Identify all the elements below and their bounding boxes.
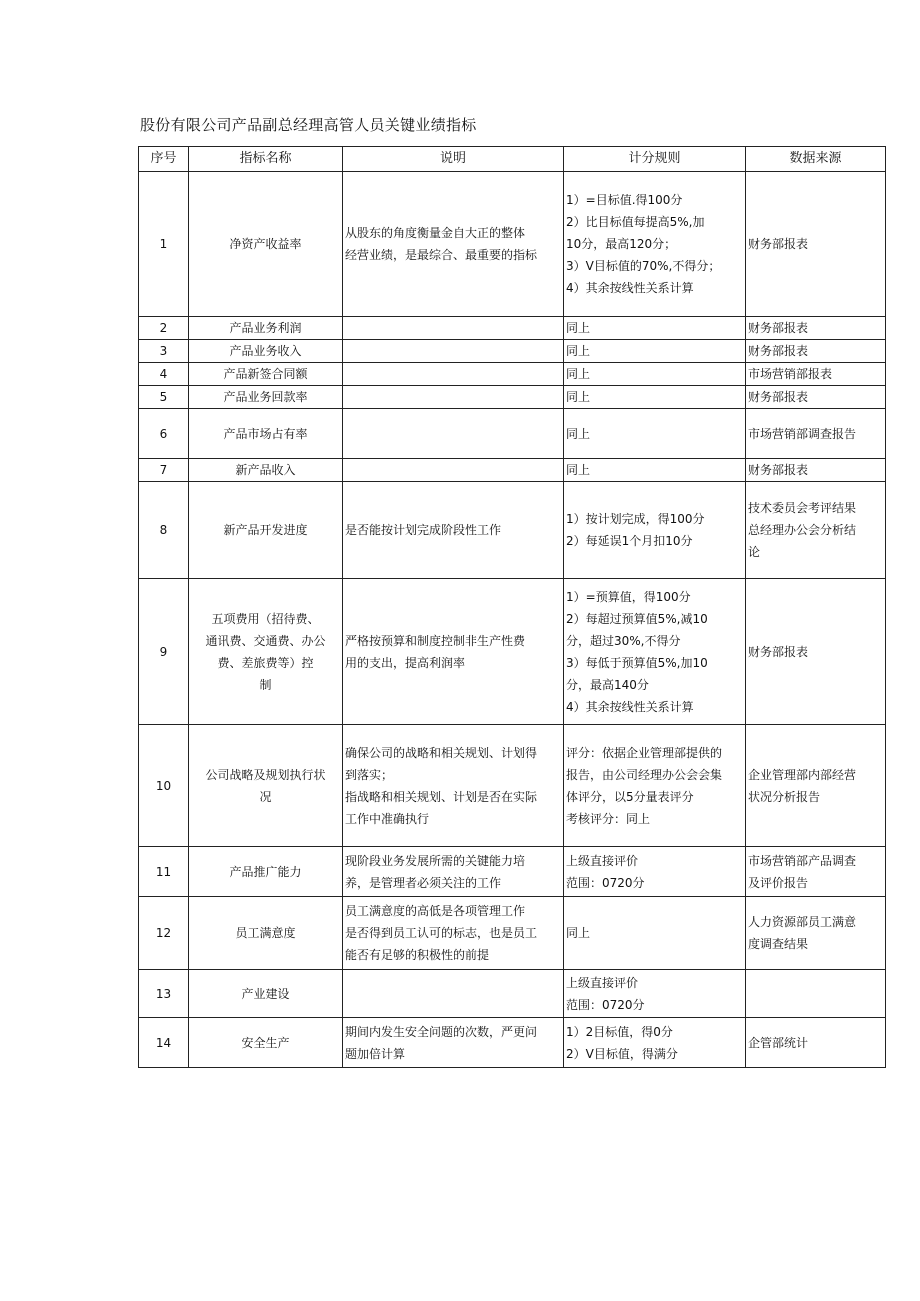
cell-rule-line: 4）其余按线性关系计算	[566, 281, 694, 295]
table-header-row	[139, 147, 886, 172]
cell-desc	[343, 317, 564, 340]
cell-source	[746, 970, 886, 1018]
cell-desc	[343, 897, 564, 970]
cell-rule-line: 2）每延误1个月扣10分	[566, 534, 693, 548]
table-row	[139, 340, 886, 363]
cell-desc-line: 养，是管理者必须关注的工作	[345, 875, 502, 890]
document-title: 股份有限公司产品副总经理高管人员关键业绩指标	[140, 116, 477, 134]
header-name: 指标名称	[189, 147, 343, 172]
header-no: 序号	[139, 147, 189, 172]
cell-name-line: 新产品开发进度	[223, 523, 308, 537]
cell-name	[189, 1018, 343, 1068]
cell-source-line: 状况分析报告	[748, 789, 821, 804]
cell-name-line: 五项费用（招待费、	[211, 611, 320, 626]
cell-no: 14	[139, 1018, 189, 1068]
cell-rule	[564, 172, 746, 317]
cell-source	[746, 317, 886, 340]
table-row	[139, 579, 886, 725]
cell-desc-line: 从股东的角度衡量金自大正的整体	[345, 226, 526, 240]
cell-desc	[343, 340, 564, 363]
cell-rule-line: 3）每低于预算值5%,加10	[566, 655, 708, 670]
cell-name-line: 产品市场占有率	[223, 426, 308, 441]
cell-no: 2	[139, 317, 189, 340]
cell-source-line: 市场营销部调查报告	[748, 426, 857, 441]
cell-source-line: 财务部报表	[748, 463, 809, 477]
cell-desc	[343, 847, 564, 897]
cell-rule-line: 上级直接评价	[566, 853, 639, 868]
cell-name	[189, 317, 343, 340]
table-row	[139, 1018, 886, 1068]
cell-rule	[564, 482, 746, 579]
cell-rule-line: 分，最高140分	[566, 677, 649, 692]
cell-source-line: 及评价报告	[748, 875, 809, 890]
cell-source-line: 财务部报表	[748, 344, 809, 358]
cell-desc	[343, 725, 564, 847]
cell-rule	[564, 970, 746, 1018]
cell-source-line: 财务部报表	[748, 644, 809, 659]
table-row	[139, 482, 886, 579]
cell-desc	[343, 579, 564, 725]
cell-rule-line: 分，超过30%,不得分	[566, 633, 681, 648]
cell-rule-line: 4）其余按线性关系计算	[566, 699, 694, 714]
cell-no: 11	[139, 847, 189, 897]
cell-source	[746, 386, 886, 409]
cell-rule-line: 同上	[566, 367, 591, 381]
table-row	[139, 847, 886, 897]
cell-desc-line: 能否有足够的积极性的前提	[345, 948, 490, 962]
table-row	[139, 317, 886, 340]
cell-name-line: 产业建设	[241, 986, 290, 1001]
cell-name-line: 新产品收入	[235, 463, 296, 477]
cell-desc-line: 严格按预算和制度控制非生产性费	[345, 633, 526, 648]
cell-rule-line: 1）=预算值，得100分	[566, 589, 691, 604]
table-row	[139, 363, 886, 386]
cell-name-line: 产品推广能力	[229, 864, 302, 879]
cell-source	[746, 363, 886, 386]
cell-desc-line: 用的支出，提高利润率	[345, 655, 466, 670]
cell-rule-line: 同上	[566, 344, 591, 358]
cell-name-line: 产品新签合同额	[223, 367, 308, 381]
cell-desc	[343, 1018, 564, 1068]
cell-name	[189, 459, 343, 482]
cell-rule	[564, 340, 746, 363]
cell-desc-line: 指战略和相关规划、计划是否在实际	[345, 789, 538, 804]
cell-source	[746, 725, 886, 847]
cell-rule-line: 报告，由公司经理办公会会集	[566, 767, 723, 782]
kpi-table	[138, 146, 886, 1068]
cell-rule-line: 同上	[566, 926, 591, 940]
cell-name	[189, 386, 343, 409]
cell-name	[189, 172, 343, 317]
cell-source-line: 市场营销部产品调查	[748, 853, 857, 868]
cell-rule-line: 同上	[566, 321, 591, 335]
cell-source-line: 度调查结果	[748, 937, 809, 951]
cell-no: 13	[139, 970, 189, 1018]
cell-rule	[564, 363, 746, 386]
cell-name	[189, 847, 343, 897]
cell-source-line: 市场营销部报表	[748, 367, 833, 381]
table-row	[139, 725, 886, 847]
cell-rule	[564, 317, 746, 340]
cell-name-line: 净资产收益率	[229, 237, 302, 251]
cell-rule-line: 体评分，以5分量表评分	[566, 789, 694, 804]
cell-source-line: 技术委员会考评结果	[748, 501, 857, 515]
cell-desc-line: 期间内发生安全问题的次数，严更问	[345, 1024, 538, 1039]
cell-name-line: 况	[259, 789, 272, 804]
cell-name	[189, 725, 343, 847]
cell-desc-line: 现阶段业务发展所需的关键能力培	[345, 853, 526, 868]
table-row	[139, 386, 886, 409]
cell-desc-line: 是否能按计划完成阶段性工作	[345, 523, 502, 537]
cell-name	[189, 579, 343, 725]
cell-name-line: 安全生产	[241, 1035, 290, 1050]
cell-rule-line: 1）=目标值.得100分	[566, 193, 683, 207]
cell-no: 4	[139, 363, 189, 386]
cell-name	[189, 340, 343, 363]
table-row	[139, 459, 886, 482]
cell-no: 8	[139, 482, 189, 579]
cell-rule	[564, 897, 746, 970]
cell-name	[189, 970, 343, 1018]
cell-name-line: 产品业务利润	[229, 321, 302, 335]
cell-desc-line: 题加倍计算	[345, 1046, 406, 1061]
cell-name-line: 制	[259, 677, 272, 692]
cell-name	[189, 409, 343, 459]
cell-no: 1	[139, 172, 189, 317]
cell-rule-line: 1）按计划完成，得100分	[566, 512, 705, 526]
cell-rule	[564, 847, 746, 897]
cell-source	[746, 1018, 886, 1068]
cell-source	[746, 409, 886, 459]
cell-rule-line: 同上	[566, 390, 591, 404]
cell-source-line: 财务部报表	[748, 321, 809, 335]
cell-name-line: 费、差旅费等）控	[217, 655, 314, 670]
cell-no: 5	[139, 386, 189, 409]
cell-name	[189, 363, 343, 386]
cell-rule	[564, 459, 746, 482]
cell-rule-line: 2）V目标值，得满分	[566, 1046, 678, 1061]
cell-desc-line: 是否得到员工认可的标志，也是员工	[345, 926, 538, 940]
cell-name-line: 通讯费、交通费、办公	[205, 633, 326, 648]
cell-no: 3	[139, 340, 189, 363]
cell-source-line: 财务部报表	[748, 390, 809, 404]
cell-desc-line: 到落实；	[345, 767, 394, 782]
cell-name-line: 员工满意度	[235, 926, 296, 940]
cell-rule	[564, 725, 746, 847]
cell-rule	[564, 579, 746, 725]
cell-source-line: 企业管理部内部经营	[748, 767, 857, 782]
cell-rule-line: 考核评分：同上	[566, 811, 651, 826]
cell-source-line: 企管部统计	[748, 1035, 809, 1050]
cell-rule-line: 10分，最高120分；	[566, 237, 677, 251]
cell-rule	[564, 1018, 746, 1068]
cell-rule-line: 范围：0720分	[566, 997, 645, 1012]
cell-desc-line: 确保公司的战略和相关规划、计划得	[345, 745, 538, 760]
cell-source	[746, 847, 886, 897]
cell-name-line: 公司战略及规划执行状	[205, 767, 326, 782]
cell-source	[746, 172, 886, 317]
cell-rule	[564, 409, 746, 459]
header-desc: 说明	[343, 147, 564, 172]
cell-source-line: 人力资源部员工满意	[748, 915, 857, 929]
table-row	[139, 409, 886, 459]
cell-rule-line: 评分：依据企业管理部提供的	[566, 745, 723, 760]
cell-source	[746, 897, 886, 970]
cell-name	[189, 482, 343, 579]
header-source: 数据来源	[746, 147, 886, 172]
cell-rule-line: 上级直接评价	[566, 975, 639, 990]
cell-desc-line: 员工满意度的高低是各项管理工作	[345, 904, 526, 918]
cell-rule-line: 1）2目标值，得0分	[566, 1024, 673, 1039]
cell-desc	[343, 172, 564, 317]
cell-rule-line: 同上	[566, 463, 591, 477]
cell-desc	[343, 970, 564, 1018]
cell-source	[746, 579, 886, 725]
cell-desc	[343, 482, 564, 579]
cell-rule-line: 2）比目标值每提高5%,加	[566, 215, 705, 229]
cell-desc	[343, 409, 564, 459]
cell-source	[746, 482, 886, 579]
cell-name-line: 产品业务收入	[229, 344, 302, 358]
table-row	[139, 897, 886, 970]
table-row	[139, 172, 886, 317]
cell-desc	[343, 386, 564, 409]
cell-no: 7	[139, 459, 189, 482]
cell-desc-line: 工作中准确执行	[345, 811, 430, 826]
cell-desc-line: 经营业绩，是最综合、最重要的指标	[345, 248, 538, 262]
table-row	[139, 970, 886, 1018]
cell-source-line: 财务部报表	[748, 237, 809, 251]
cell-source-line: 论	[748, 545, 761, 559]
cell-source-line: 总经理办公会分析结	[748, 523, 857, 537]
cell-desc	[343, 459, 564, 482]
cell-name	[189, 897, 343, 970]
cell-no: 6	[139, 409, 189, 459]
cell-rule-line: 2）每超过预算值5%,减10	[566, 611, 708, 626]
cell-source	[746, 459, 886, 482]
header-rule: 计分规则	[564, 147, 746, 172]
cell-no: 12	[139, 897, 189, 970]
cell-source	[746, 340, 886, 363]
cell-desc	[343, 363, 564, 386]
cell-rule	[564, 386, 746, 409]
cell-no: 10	[139, 725, 189, 847]
cell-rule-line: 3）V目标值的70%,不得分；	[566, 259, 721, 273]
cell-name-line: 产品业务回款率	[223, 390, 308, 404]
cell-no: 9	[139, 579, 189, 725]
cell-rule-line: 同上	[566, 426, 591, 441]
cell-rule-line: 范围：0720分	[566, 875, 645, 890]
